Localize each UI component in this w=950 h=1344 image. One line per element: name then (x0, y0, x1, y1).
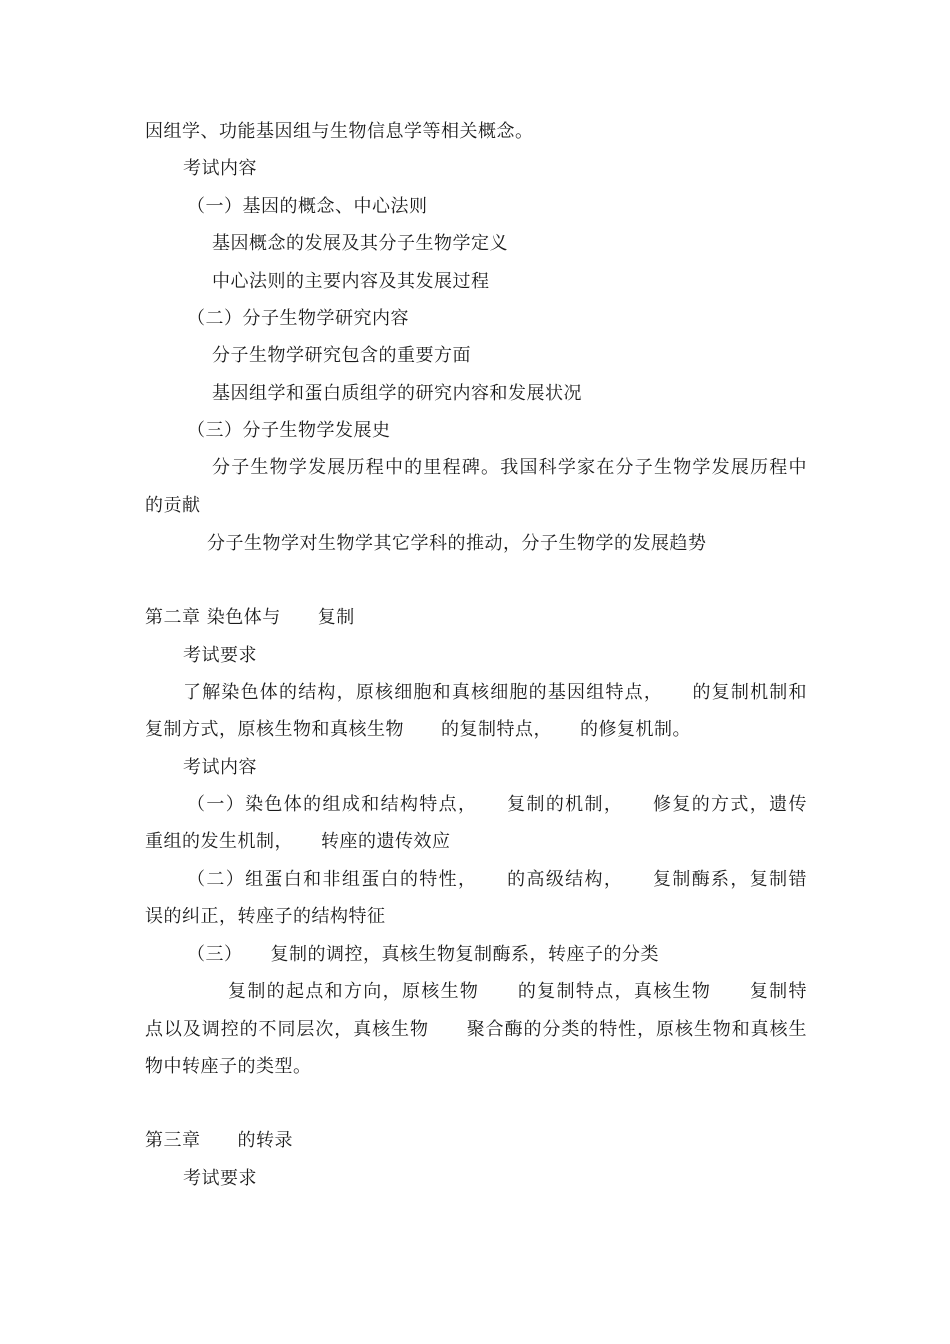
subsection-heading: （二）分子生物学研究内容 (187, 308, 409, 329)
subsection-heading: （三）分子生物学发展史 (187, 420, 391, 441)
subsection-heading: （三） 复制的调控，真核生物复制酶系，转座子的分类 (187, 944, 659, 965)
text-line: 基因概念的发展及其分子生物学定义 (212, 233, 508, 254)
text-line: 分子生物学发展历程中的里程碑。我国科学家在分子生物学发展历程中 (212, 457, 807, 478)
text-line: 物中转座子的类型。 (145, 1056, 312, 1077)
section-heading: 考试要求 (183, 645, 257, 666)
text-line: 复制方式，原核生物和真核生物 的复制特点， 的修复机制。 (145, 719, 691, 740)
text-line: （二）组蛋白和非组蛋白的特性， 的高级结构， 复制酶系，复制错 (187, 869, 807, 890)
text-line: 点以及调控的不同层次，真核生物 聚合酶的分类的特性，原核生物和真核生 (145, 1019, 807, 1040)
chapter-heading: 第三章 的转录 (145, 1130, 293, 1151)
section-heading: 考试内容 (183, 757, 257, 778)
text-line: 中心法则的主要内容及其发展过程 (212, 271, 490, 292)
text-line: （一）染色体的组成和结构特点， 复制的机制， 修复的方式，遗传 (187, 794, 807, 815)
text-line: 因组学、功能基因组与生物信息学等相关概念。 (145, 121, 534, 142)
subsection-heading: （一）基因的概念、中心法则 (187, 196, 428, 217)
text-line: 的贡献 (145, 495, 201, 516)
text-line: 分子生物学对生物学其它学科的推动，分子生物学的发展趋势 (207, 533, 707, 554)
text-line: 基因组学和蛋白质组学的研究内容和发展状况 (212, 383, 582, 404)
section-heading: 考试要求 (183, 1168, 257, 1189)
chapter-heading: 第二章 染色体与 复制 (145, 607, 355, 628)
text-line: 了解染色体的结构，原核细胞和真核细胞的基因组特点， 的复制机制和 (183, 682, 807, 703)
text-line: 重组的发生机制， 转座的遗传效应 (145, 831, 451, 852)
text-line: 分子生物学研究包含的重要方面 (212, 345, 471, 366)
text-line: 误的纠正，转座子的结构特征 (145, 906, 386, 927)
section-heading: 考试内容 (183, 158, 257, 179)
text-line: 复制的起点和方向，原核生物 的复制特点，真核生物 复制特 (228, 981, 807, 1002)
